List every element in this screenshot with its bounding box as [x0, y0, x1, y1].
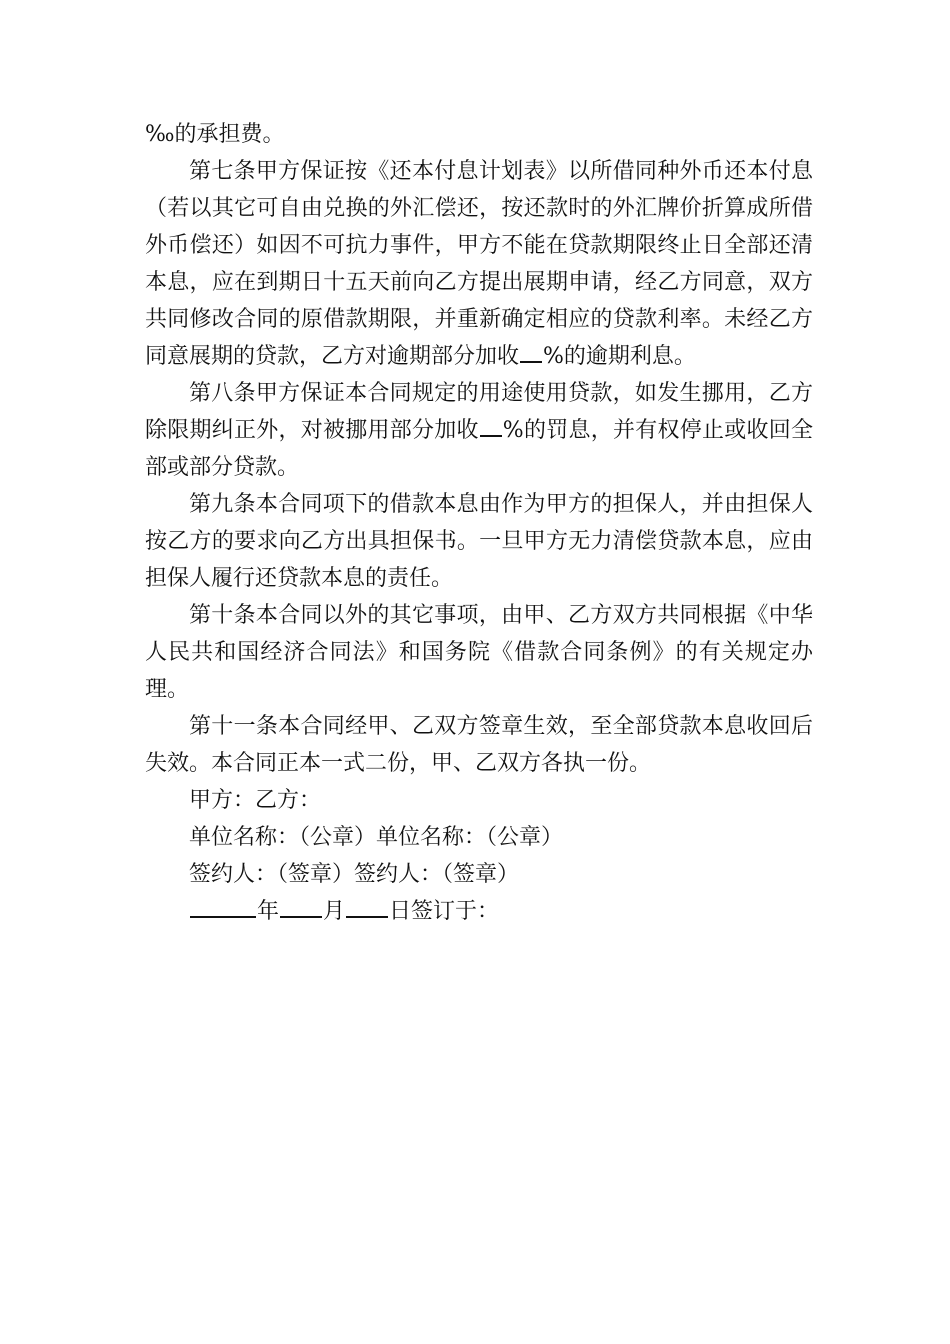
- article-9-text: 第九条本合同项下的借款本息由作为甲方的担保人，并由担保人按乙方的要求向乙方出具担保书。一旦甲方无力清偿贷款本息，应由担保人履行还贷款本息的责任。: [145, 492, 813, 591]
- month-label: 月: [323, 899, 346, 924]
- signature-unit-names: [145, 819, 813, 856]
- article-9: [145, 486, 813, 597]
- article-7-text: 第七条甲方保证按《还本付息计划表》以所借同种外币还本付息（若以其它可自由兑换的外汇偿还，按还款时的外汇牌价折算成所借外币偿还）如因不可抗力事件，甲方不能在贷款期限终止日全部还清本息，应在到期日十五天前向乙方提出展期申请，经乙方同意，双方共同修改合同的原借款期限，并重新确定相应的贷款利率。未经乙方同意展期的贷款，乙方对逾期部分加收: [145, 159, 813, 369]
- signers-label: 签约人：（签章）签约人：（签章）: [189, 862, 520, 887]
- article-8-text: 第八条甲方保证本合同规定的用途使用贷款，如发生挪用，乙方除限期纠正外，对被挪用部分加收: [145, 381, 813, 443]
- article-10-text: 第十条本合同以外的其它事项，由甲、乙方双方共同根据《中华人民共和国经济合同法》和国务院《借款合同条例》的有关规定办理。: [145, 603, 813, 702]
- signature-signers: [145, 856, 813, 893]
- document-body: [145, 116, 813, 930]
- article-11: [145, 708, 813, 782]
- paragraph-fee-continuation: [145, 116, 813, 153]
- article-10: [145, 597, 813, 708]
- day-signed-label: 日签订于：: [389, 899, 500, 924]
- month-blank: [280, 894, 322, 918]
- article-8: [145, 375, 813, 486]
- day-blank: [346, 894, 388, 918]
- overdue-rate-blank: [520, 339, 542, 363]
- signature-parties: [145, 782, 813, 819]
- year-blank: [190, 894, 256, 918]
- year-label: 年: [257, 899, 280, 924]
- penalty-rate-blank: [480, 413, 502, 437]
- signature-date-line: [145, 893, 813, 930]
- article-8-tail: %的罚息，并有权停止或收回全部或部分贷款。: [145, 418, 813, 480]
- unit-names-label: 单位名称：（公章）单位名称：（公章）: [189, 825, 564, 850]
- paragraph-fee-text: ‰的承担费。: [145, 122, 285, 147]
- article-7: [145, 153, 813, 375]
- parties-label: 甲方：乙方：: [189, 788, 322, 813]
- article-7-tail: %的逾期利息。: [543, 344, 696, 369]
- article-11-text: 第十一条本合同经甲、乙双方签章生效，至全部贷款本息收回后失效。本合同正本一式二份，甲、乙双方各执一份。: [145, 714, 813, 776]
